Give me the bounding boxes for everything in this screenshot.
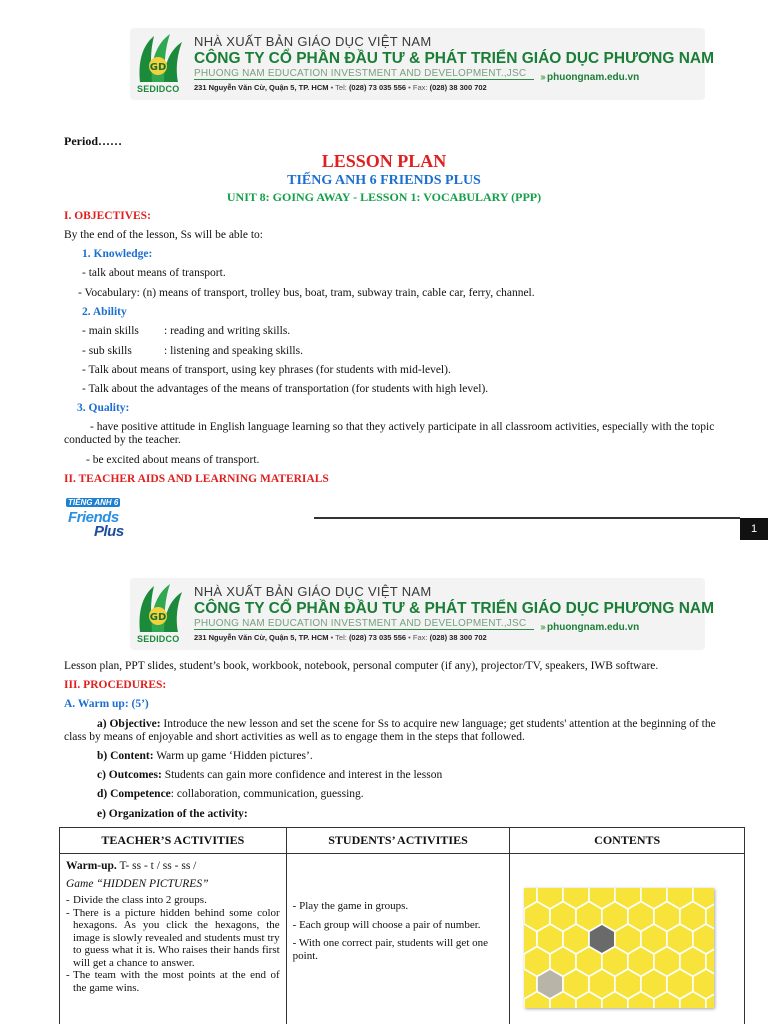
teacher-item: - The team with the most points at the end of the game wins. [66, 969, 280, 994]
page-subtitle: TIẾNG ANH 6 FRIENDS PLUS [287, 173, 481, 188]
company-name: CÔNG TY CỔ PHẦN ĐẦU TƯ & PHÁT TRIỂN GIÁO DỤC PHƯƠNG NAM [194, 600, 715, 617]
tel: (028) 73 035 556 [348, 633, 407, 642]
logo-line1: TIẾNG ANH 6 [68, 498, 119, 507]
warmup-bold: Warm-up. [66, 860, 117, 872]
objectives-heading: I. OBJECTIVES: [64, 210, 151, 222]
publisher-banner [130, 578, 715, 650]
content-label: b) Content: [97, 750, 154, 762]
teacher-item: - Divide the class into 2 groups. [66, 894, 280, 907]
fax-label: Fax: [412, 633, 428, 642]
website-text: phuongnam.edu.vn [547, 72, 640, 83]
warmup-heading: A. Warm up: (5’) [64, 698, 149, 710]
sedidco-logo [134, 32, 186, 94]
unit-title: UNIT 8: GOING AWAY - LESSON 1: VOCABULARY (PPP) [226, 190, 542, 204]
arrows-icon: ››› [540, 622, 544, 633]
sub-skills-value: : listening and speaking skills. [164, 345, 303, 357]
tel-label: Tel: [335, 633, 347, 642]
main-skills-row [82, 325, 290, 337]
ability-item: - Talk about the advantages of the means of transportation (for students with high level). [82, 383, 489, 395]
fax-label: Fax: [412, 83, 428, 92]
materials-heading: II. TEACHER AIDS AND LEARNING MATERIALS [64, 473, 329, 485]
student-activities-cell [286, 854, 510, 1024]
quality-item: - have positive attitude in English language learning so that they actively participate in all classroom activities, especially with the topic conducted by the teacher. [64, 421, 715, 446]
banner-divider [194, 629, 534, 630]
competence-label: d) Competence [97, 788, 171, 800]
period-label: Period…… [64, 134, 122, 148]
objective-label: a) Objective: [97, 718, 161, 730]
outcomes-label: c) Outcomes: [97, 769, 162, 781]
company-address-line: 231 Nguyễn Văn Cừ, Quận 5, TP. HCM • Tel: (028) 73 035 556 • Fax: (028) 38 300 702 [194, 83, 487, 92]
sub-skills-label: - sub skills [82, 345, 132, 357]
contents-column-header: CONTENTS [510, 828, 745, 854]
knowledge-item: - talk about means of transport. [82, 267, 226, 279]
page-number: 1 [740, 518, 768, 540]
table-header-row [60, 828, 745, 854]
page-title: LESSON PLAN [321, 151, 447, 171]
logo-line2: Friends [68, 509, 119, 526]
banner-divider [194, 79, 534, 80]
publisher-name: NHÀ XUẤT BẢN GIÁO DỤC VIỆT NAM [194, 584, 432, 599]
student-item: - Play the game in groups. [292, 900, 409, 912]
fax: (028) 38 300 702 [429, 633, 487, 642]
student-item: - Each group will choose a pair of number. [292, 918, 481, 931]
company-name-en: PHUONG NAM EDUCATION INVESTMENT AND DEVELOPMENT.,JSC [194, 68, 527, 79]
content-text: Warm up game ‘Hidden pictures’. [153, 750, 313, 762]
content-line [97, 750, 313, 762]
logo-text: SEDIDCO [137, 84, 180, 94]
footer-rule [314, 517, 740, 519]
main-skills-value: : reading and writing skills. [164, 325, 291, 337]
tel: (028) 73 035 556 [348, 83, 407, 92]
materials-text: Lesson plan, PPT slides, student’s book, workbook, notebook, personal computer (if any), projector/TV, speakers, IWB software. [64, 660, 659, 672]
ability-item: - Talk about means of transport, using key phrases (for students with mid-level). [82, 364, 451, 376]
sedidco-logo [134, 582, 186, 644]
competence-text: : collaboration, communication, guessing. [170, 788, 364, 800]
ability-heading: 2. Ability [82, 306, 127, 318]
objective-text: Introduce the new lesson and set the scene for Ss to acquire new language; get students' attention at the beginning of the class by means of enjoyable and short activities as well as to engage them in the steps that followed. [64, 718, 716, 743]
objectives-intro: By the end of the lesson, Ss will be able to: [64, 229, 263, 241]
hidden-picture-game-image [524, 888, 714, 1008]
students-column-header: STUDENTS’ ACTIVITIES [286, 828, 510, 854]
teacher-column-header: TEACHER’S ACTIVITIES [60, 828, 287, 854]
objective-paragraph [64, 718, 740, 744]
address: 231 Nguyễn Văn Cừ, Quận 5, TP. HCM [194, 83, 329, 92]
quality-heading: 3. Quality: [77, 402, 130, 414]
publisher-banner [130, 28, 715, 100]
sub-skills-row [82, 345, 303, 357]
student-item: - With one correct pair, students will get one point. [292, 937, 489, 962]
website-link[interactable] [540, 622, 639, 633]
fax: (028) 38 300 702 [429, 83, 487, 92]
quality-item: - be excited about means of transport. [86, 454, 260, 466]
tel-label: Tel: [335, 83, 347, 92]
friends-plus-logo [66, 498, 136, 542]
main-skills-label: - main skills [82, 325, 139, 337]
outcomes-line [97, 769, 442, 781]
company-name: CÔNG TY CỔ PHẦN ĐẦU TƯ & PHÁT TRIỂN GIÁO DỤC PHƯƠNG NAM [194, 50, 715, 67]
address: 231 Nguyễn Văn Cừ, Quận 5, TP. HCM [194, 633, 329, 642]
arrows-icon: ››› [540, 72, 544, 83]
website-text: phuongnam.edu.vn [547, 622, 640, 633]
procedures-heading: III. PROCEDURES: [64, 679, 167, 691]
warmup-title [66, 860, 280, 873]
warmup-rest: T- ss - t / ss - ss / [116, 860, 197, 872]
svg-text:GD: GD [149, 612, 167, 623]
competence-line [97, 788, 364, 800]
logo-line3: Plus [94, 523, 124, 540]
logo-text: SEDIDCO [137, 634, 180, 644]
game-name: Game “HIDDEN PICTURES” [66, 877, 209, 890]
website-link[interactable] [540, 72, 639, 83]
outcomes-text: Students can gain more confidence and interest in the lesson [161, 769, 443, 781]
knowledge-item: - Vocabulary: (n) means of transport, trolley bus, boat, tram, subway train, cable car, ferry, channel. [78, 287, 535, 299]
knowledge-heading: 1. Knowledge: [82, 248, 153, 260]
teacher-activities-cell [60, 854, 287, 1024]
company-name-en: PHUONG NAM EDUCATION INVESTMENT AND DEVELOPMENT.,JSC [194, 618, 527, 629]
hexagon-grid [524, 888, 714, 1008]
teacher-item: - There is a picture hidden behind some color hexagons. As you click the hexagons, the image is slowly revealed and students must try to guess what it is. Who raises their hands first will get a chance to answer. [66, 907, 280, 970]
organization-label: e) Organization of the activity: [97, 808, 248, 820]
svg-text:GD: GD [149, 62, 167, 73]
publisher-name: NHÀ XUẤT BẢN GIÁO DỤC VIỆT NAM [194, 34, 432, 49]
company-address-line: 231 Nguyễn Văn Cừ, Quận 5, TP. HCM • Tel: (028) 73 035 556 • Fax: (028) 38 300 702 [194, 633, 487, 642]
